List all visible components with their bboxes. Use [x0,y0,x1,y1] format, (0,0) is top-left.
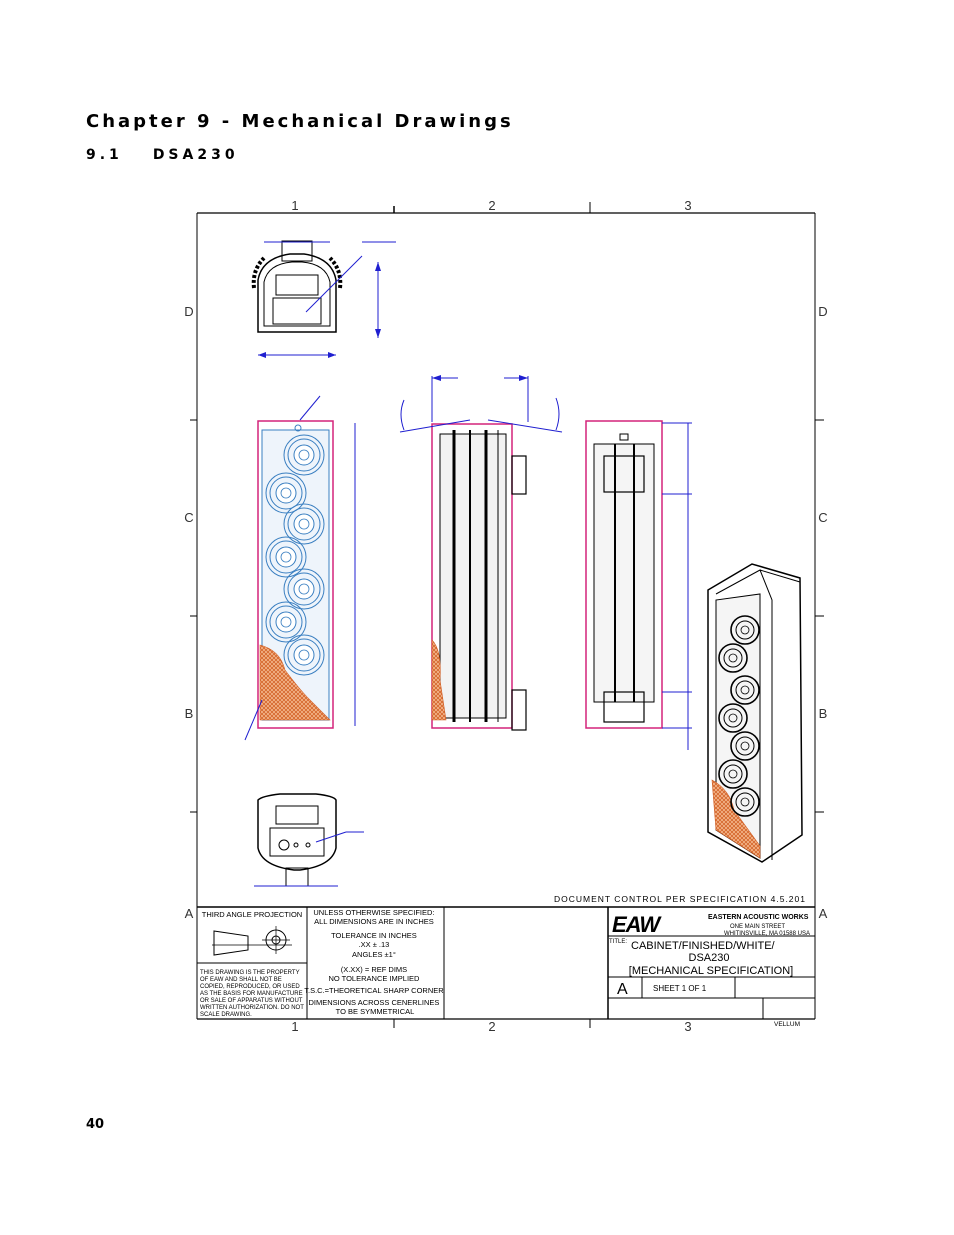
column-label-bottom: 2 [488,1019,496,1034]
row-label-right: C [818,510,828,525]
general-notes: UNLESS OTHERWISE SPECIFIED: ALL DIMENSIONS ARE IN INCHES TOLERANCE IN INCHES .XX ± .13 ANGLES ±1° (X.XX) = REF DIMS NO TOLERANCE IMPLIED T.S.C.=THEORETICAL SHARP CORNER DIMENSIONS ACROSS CENERLINES TO BE SYMMETRICAL [304,908,444,1016]
column-label-top: 3 [684,198,692,213]
row-label-right: D [818,304,828,319]
row-label-left: A [184,906,194,921]
row-label-right: A [818,906,828,921]
page-number: 40 [86,1117,105,1132]
title-label: TITLE: [609,939,628,945]
company-street: ONE MAIN STREET [729,924,785,930]
side-view [400,375,562,730]
isometric-view [708,564,802,862]
property-notice: THIS DRAWING IS THE PROPERTY OF EAW AND SHALL NOT BE COPIED, REPRODUCED, OR USED AS THE BASIS FOR MANUFACTURE OR SALE OF APPARATUS WITHOUT WRITTEN AUTHORIZATION. DO NOT SCALE DRAWING. [200,970,304,1018]
company-name: EASTERN ACOUSTIC WORKS [708,914,809,921]
title-line: [MECHANICAL SPECIFICATION] [628,965,794,977]
top-view [254,241,396,358]
column-label-bottom: 3 [684,1019,692,1034]
chapter-title: Chapter 9 - Mechanical Drawings [86,111,514,132]
section-name: DSA230 [152,147,239,163]
vellum-label: VELLUM [774,1021,801,1028]
column-label-bottom: 1 [291,1019,299,1034]
row-label-left: D [184,304,194,319]
section-number: 9.1 [86,147,123,163]
bottom-view [254,794,364,886]
projection-label: THIRD ANGLE PROJECTION [201,910,303,919]
title-block-text [200,894,810,1028]
title-line: DSA230 [688,952,730,964]
title-line: CABINET/FINISHED/WHITE/ [631,940,775,952]
row-label-left: B [184,706,194,721]
row-label-right: B [818,706,828,721]
document-control-note: DOCUMENT CONTROL PER SPECIFICATION 4.5.201 [553,894,806,904]
sheet-number: SHEET 1 OF 1 [653,984,707,993]
column-label-top: 2 [488,198,496,213]
company-city: WHITINSVILLE, MA 01588 USA [723,931,810,937]
rear-view [586,421,692,750]
drawing-size: A [617,981,628,998]
row-label-left: C [184,510,194,525]
eaw-logo: EAW [612,912,660,937]
column-label-top: 1 [291,198,299,213]
